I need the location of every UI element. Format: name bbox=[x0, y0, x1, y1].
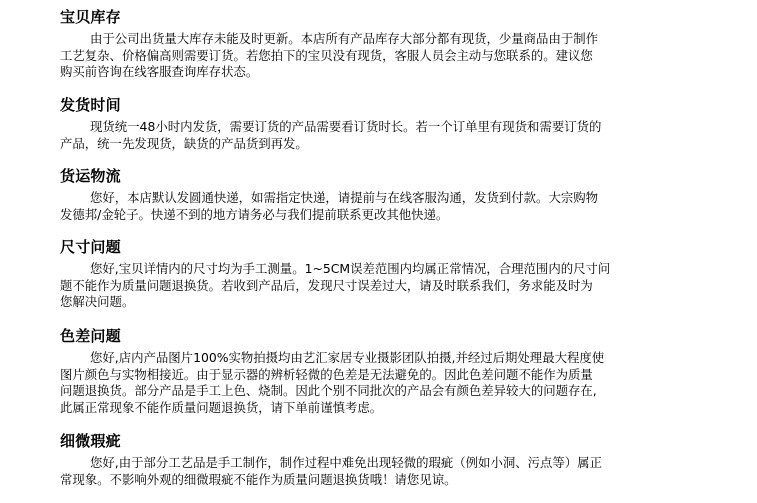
section-paragraph bbox=[60, 190, 757, 223]
paragraph-line: 购买前咨询在线客服查询库存状态。 bbox=[60, 64, 259, 79]
section-heading: 细微瑕疵 bbox=[60, 432, 121, 450]
paragraph-line: 您好，本店默认发圆通快递，如需指定快递，请提前与在线客服沟通，发货到付款。大宗购物 bbox=[90, 190, 599, 205]
paragraph-line: 发德邦/金轮子。快递不到的地方请务必与我们提前联系更改其他快递。 bbox=[60, 206, 449, 222]
paragraph-line: 问题退换货。部分产品是手工上色、烧制。因此个别不同批次的产品会有颜色差异较大的问题存在, bbox=[60, 383, 597, 398]
paragraph-line: 工艺复杂、价格偏高则需要订货。若您拍下的宝贝没有现货，客服人员会主动与您联系的。建议您 bbox=[60, 47, 593, 63]
paragraph-line: 您解决问题。 bbox=[60, 294, 135, 309]
section-paragraph bbox=[60, 350, 757, 416]
paragraph-line: 图片颜色与实物相接近。由于显示器的辨析轻微的色差是无法避免的。因此色差问题不能作为质量 bbox=[60, 366, 593, 382]
paragraph-line: 此属正常现象不能作质量问题退换货，请下单前谨慎考虑。 bbox=[60, 399, 383, 415]
paragraph-line: 常现象。不影响外观的细微瑕疵不能作为质量问题退换货哦！请您见谅。 bbox=[60, 471, 457, 487]
paragraph-line: 题不能作为质量问题退换货。若收到产品后，发现尺寸误差过大，请及时联系我们，务求能及时为 bbox=[60, 277, 593, 293]
section-heading: 色差问题 bbox=[60, 327, 121, 345]
paragraph-line: 您好,由于部分工艺品是手工制作，制作过程中难免出现轻微的瑕疵（例如小洞、污点等）属正 bbox=[90, 455, 602, 470]
paragraph-line: 您好,店内产品图片100%实物拍摄均由艺汇家居专业摄影团队拍摄,并经过后期处理最大程度使 bbox=[90, 350, 605, 365]
section-heading: 尺寸问题 bbox=[60, 238, 121, 256]
section-paragraph bbox=[60, 119, 757, 152]
section-paragraph bbox=[60, 261, 757, 311]
paragraph-line: 现货统一48小时内发货，需要订货的产品需要看订货时长。若一个订单里有现货和需要订货的 bbox=[90, 119, 602, 134]
section-heading: 宝贝库存 bbox=[60, 8, 121, 26]
paragraph-line: 产品，统一先发现货，缺货的产品货到再发。 bbox=[60, 135, 308, 151]
paragraph-line: 您好,宝贝详情内的尺寸均为手工测量。1~5CM误差范围内均属正常情况，合理范围内的尺寸问 bbox=[90, 261, 611, 276]
paragraph-line: 由于公司出货量大库存未能及时更新。本店所有产品库存大部分都有现货，少量商品由于制作 bbox=[90, 31, 599, 46]
section-heading: 发货时间 bbox=[60, 96, 121, 114]
section-heading: 货运物流 bbox=[60, 167, 121, 185]
section-paragraph bbox=[60, 455, 757, 488]
section-paragraph bbox=[60, 31, 757, 81]
